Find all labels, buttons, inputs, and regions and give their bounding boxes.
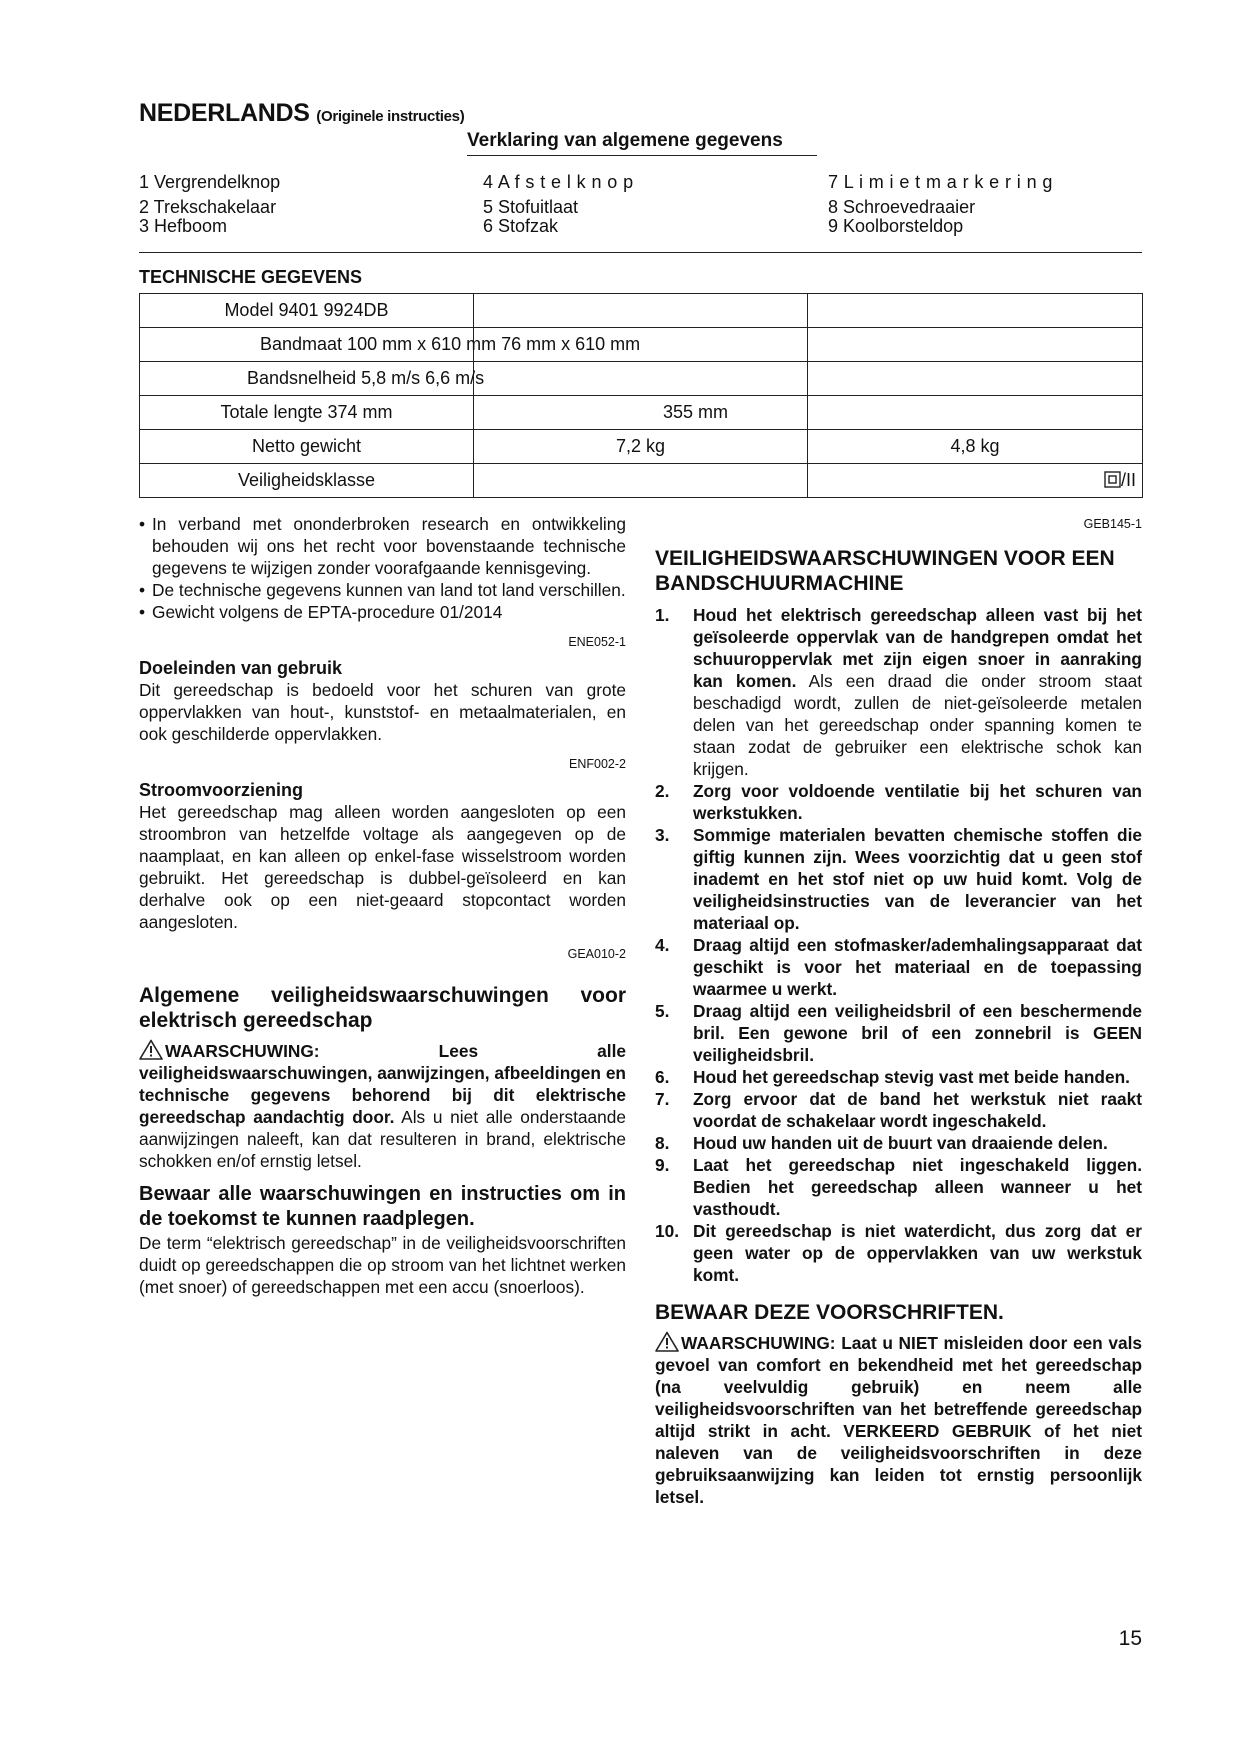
table-row	[140, 396, 1143, 430]
part-item: 7 L i m i e t m a r k e r i n g	[828, 173, 1053, 192]
item-bold: Draag altijd een veiligheidsbril of een beschermende bril. Een gewone bril of een zonnebril is GEEN veiligheidsbril.	[693, 1001, 1142, 1065]
table-row	[140, 294, 1143, 328]
parts-column-2	[483, 173, 633, 236]
item-number: 9.	[655, 1155, 670, 1175]
table-row	[140, 430, 1143, 464]
parts-column-1	[139, 173, 280, 236]
reference-code: ENF002-2	[569, 757, 626, 771]
sander-safety-title: VEILIGHEIDSWAARSCHUWINGEN VOOR EEN BANDSCHUURMACHINE	[655, 547, 1115, 595]
item-bold: Draag altijd een stofmasker/ademhalingsapparaat dat geschikt is voor het materiaal en de toepassing waarmee u werkt.	[693, 935, 1142, 999]
item-bold: Dit gereedschap is niet waterdicht, dus zorg dat er geen water op de oppervlakken van uw werkstuk komt.	[693, 1221, 1142, 1285]
parts-column-3	[828, 173, 1158, 236]
warning-bold-text: WAARSCHUWING: Lees alle veiligheidswaarschuwingen, aanwijzingen, afbeeldingen en technische gegevens behorend bij dit elektrische gereedschap aandachtig door.	[139, 1041, 626, 1127]
spec-value	[474, 294, 808, 328]
spec-value	[808, 396, 1143, 430]
item-number: 1.	[655, 605, 670, 625]
use-text: Dit gereedschap is bedoeld voor het schuren van grote oppervlakken van hout-, kunststof- en metaalmaterialen, en ook geschilderde oppervlakken.	[139, 680, 626, 744]
spec-value: 4,8 kg	[808, 430, 1143, 464]
language-title: NEDERLANDS	[139, 99, 310, 127]
list-item	[655, 1066, 1142, 1088]
item-number: 5.	[655, 1001, 670, 1021]
double-insulation-icon	[1104, 471, 1121, 488]
part-item: 8 Schroevedraaier	[828, 197, 976, 217]
tech-note: • De technische gegevens kunnen van land tot land verschillen.	[139, 579, 626, 601]
reference-code: GEA010-2	[567, 947, 626, 961]
item-bold: Sommige materialen bevatten chemische stoffen die giftig kunnen zijn. Wees voorzichtig dat u geen stof inademt en het stof niet op uw huid komt. Volg de veiligheidsinstructies van de leverancier van het materiaal op.	[693, 825, 1142, 933]
spec-label: Veiligheidsklasse	[140, 464, 474, 498]
keep-instructions-text: De term “elektrisch gereedschap” in de veiligheidsvoorschriften duidt op gereedschappen die op stroom van het lichtnet werken (met snoer) of gereedschappen met een accu (snoerloos).	[139, 1233, 626, 1297]
list-item	[655, 780, 1142, 824]
item-number: 2.	[655, 781, 670, 801]
general-warning	[139, 1039, 626, 1172]
item-number: 10.	[655, 1221, 680, 1241]
page-number: 15	[1118, 1627, 1142, 1650]
item-number: 4.	[655, 935, 670, 955]
reference-code: ENE052-1	[568, 635, 626, 649]
warning-text: Als u niet alle onderstaande aanwijzingen naleeft, kan dat resulteren in brand, elektrische schokken en/of ernstig letsel.	[139, 1107, 626, 1171]
table-row	[140, 362, 1143, 396]
spec-value	[808, 328, 1143, 362]
spec-value-class	[474, 464, 1137, 498]
spec-value: 7,2 kg	[474, 430, 808, 464]
safety-list	[655, 604, 1142, 1286]
reference-code: GEB145-1	[1083, 517, 1142, 531]
left-column	[139, 513, 626, 1298]
tech-note: • In verband met ononderbroken research en ontwikkeling behouden wij ons het recht voor bovenstaande technische gegevens te wijzigen zonder voorafgaande kennisgeving.	[139, 513, 626, 579]
spec-value	[808, 294, 1143, 328]
spec-value	[808, 464, 1143, 498]
item-number: 6.	[655, 1067, 670, 1087]
tech-note: • Gewicht volgens de EPTA-procedure 01/2014	[139, 601, 626, 623]
warning-icon	[139, 1039, 163, 1060]
list-item	[655, 1088, 1142, 1132]
list-item	[655, 1000, 1142, 1066]
general-safety-title: Algemene veiligheidswaarschuwingen voor elektrisch gereedschap	[139, 984, 626, 1032]
power-title: Stroomvoorziening	[139, 780, 304, 800]
list-item	[655, 1154, 1142, 1220]
language-subtitle: (Originele instructies)	[316, 108, 465, 125]
list-item	[655, 1220, 1142, 1286]
spec-label: Model 9401 9924DB	[140, 294, 474, 328]
save-instructions-title: BEWAAR DEZE VOORSCHRIFTEN.	[655, 1301, 1004, 1324]
list-item	[655, 604, 1142, 780]
part-item: 6 Stofzak	[483, 216, 559, 236]
item-bold: Laat het gereedschap niet ingeschakeld liggen. Bedien het gereedschap alleen wanneer u het vasthoudt.	[693, 1155, 1142, 1219]
tech-heading: TECHNISCHE GEGEVENS	[139, 267, 363, 287]
item-number: 8.	[655, 1133, 670, 1153]
safety-class-value: /II	[1121, 470, 1137, 490]
part-item: 5 Stofuitlaat	[483, 197, 579, 217]
power-text: Het gereedschap mag alleen worden aangesloten op een stroombron van hetzelfde voltage als aangegeven op de naamplaat, en kan alleen op enkel-fase wisselstroom worden gebruikt. Het gereedschap is dubbel-geïsoleerd en kan derhalve ook op een niet-geaard stopcontact worden aangesloten.	[139, 802, 626, 932]
part-item: 9 Koolborsteldop	[828, 216, 964, 236]
use-title: Doeleinden van gebruik	[139, 658, 343, 678]
final-warning	[655, 1331, 1142, 1508]
keep-instructions-title: Bewaar alle waarschuwingen en instructies om in de toekomst te kunnen raadplegen.	[139, 1183, 626, 1230]
declaration-title: Verklaring van algemene gegevens	[467, 130, 817, 156]
item-bold: Houd het gereedschap stevig vast met beide handen.	[693, 1067, 1130, 1087]
warning-icon	[655, 1331, 679, 1352]
spec-value: 355 mm	[474, 396, 808, 430]
item-number: 7.	[655, 1089, 670, 1109]
item-bold: Zorg ervoor dat de band het werkstuk niet raakt voordat de schakelaar wordt ingeschakeld.	[693, 1089, 1142, 1131]
item-bold: Houd uw handen uit de buurt van draaiende delen.	[693, 1133, 1108, 1153]
spec-label: Bandsnelheid 5,8 m/s 6,6 m/s	[140, 362, 474, 396]
part-item: 3 Hefboom	[139, 216, 228, 236]
list-item	[655, 934, 1142, 1000]
section-divider	[139, 252, 1142, 253]
table-row	[140, 464, 1143, 498]
spec-value	[808, 362, 1143, 396]
table-row	[140, 328, 1143, 362]
right-column	[655, 513, 1142, 1508]
spec-label: Bandmaat 100 mm x 610 mm 76 mm x 610 mm	[140, 328, 474, 362]
spec-label: Totale lengte 374 mm	[140, 396, 474, 430]
item-text: Als een draad die onder stroom staat beschadigd wordt, zullen de niet-geïsoleerde metalen delen van het gereedschap onder spanning komen te staan zodat de gebruiker een elektrische schok kan krijgen.	[693, 671, 1142, 779]
list-item	[655, 824, 1142, 934]
part-item: 1 Vergrendelknop	[139, 172, 281, 192]
item-bold: Houd het elektrisch gereedschap alleen vast bij het geïsoleerde oppervlak van de handgrepen omdat het schuuroppervlak met zijn eigen snoer in aanraking kan komen.	[693, 605, 1142, 691]
item-number: 3.	[655, 825, 670, 845]
list-item	[655, 1132, 1142, 1154]
final-warning-text: WAARSCHUWING: Laat u NIET misleiden door een vals gevoel van comfort en bekendheid met het gereedschap (na veelvuldig gebruik) en neem alle veiligheidsvoorschriften van het betreffende gereedschap altijd strikt in acht. VERKEERD GEBRUIK of het niet naleven van de veiligheidsvoorschriften in deze gebruiksaanwijzing kan leiden tot ernstig persoonlijk letsel.	[655, 1333, 1142, 1507]
part-item: 2 Trekschakelaar	[139, 197, 277, 217]
item-bold: Zorg voor voldoende ventilatie bij het schuren van werkstukken.	[693, 781, 1142, 823]
part-item: 4 A f s t e l k n o p	[483, 172, 634, 192]
spec-value	[474, 362, 808, 396]
language-heading	[139, 99, 464, 128]
spec-table	[139, 293, 1143, 498]
spec-label: Netto gewicht	[140, 430, 474, 464]
